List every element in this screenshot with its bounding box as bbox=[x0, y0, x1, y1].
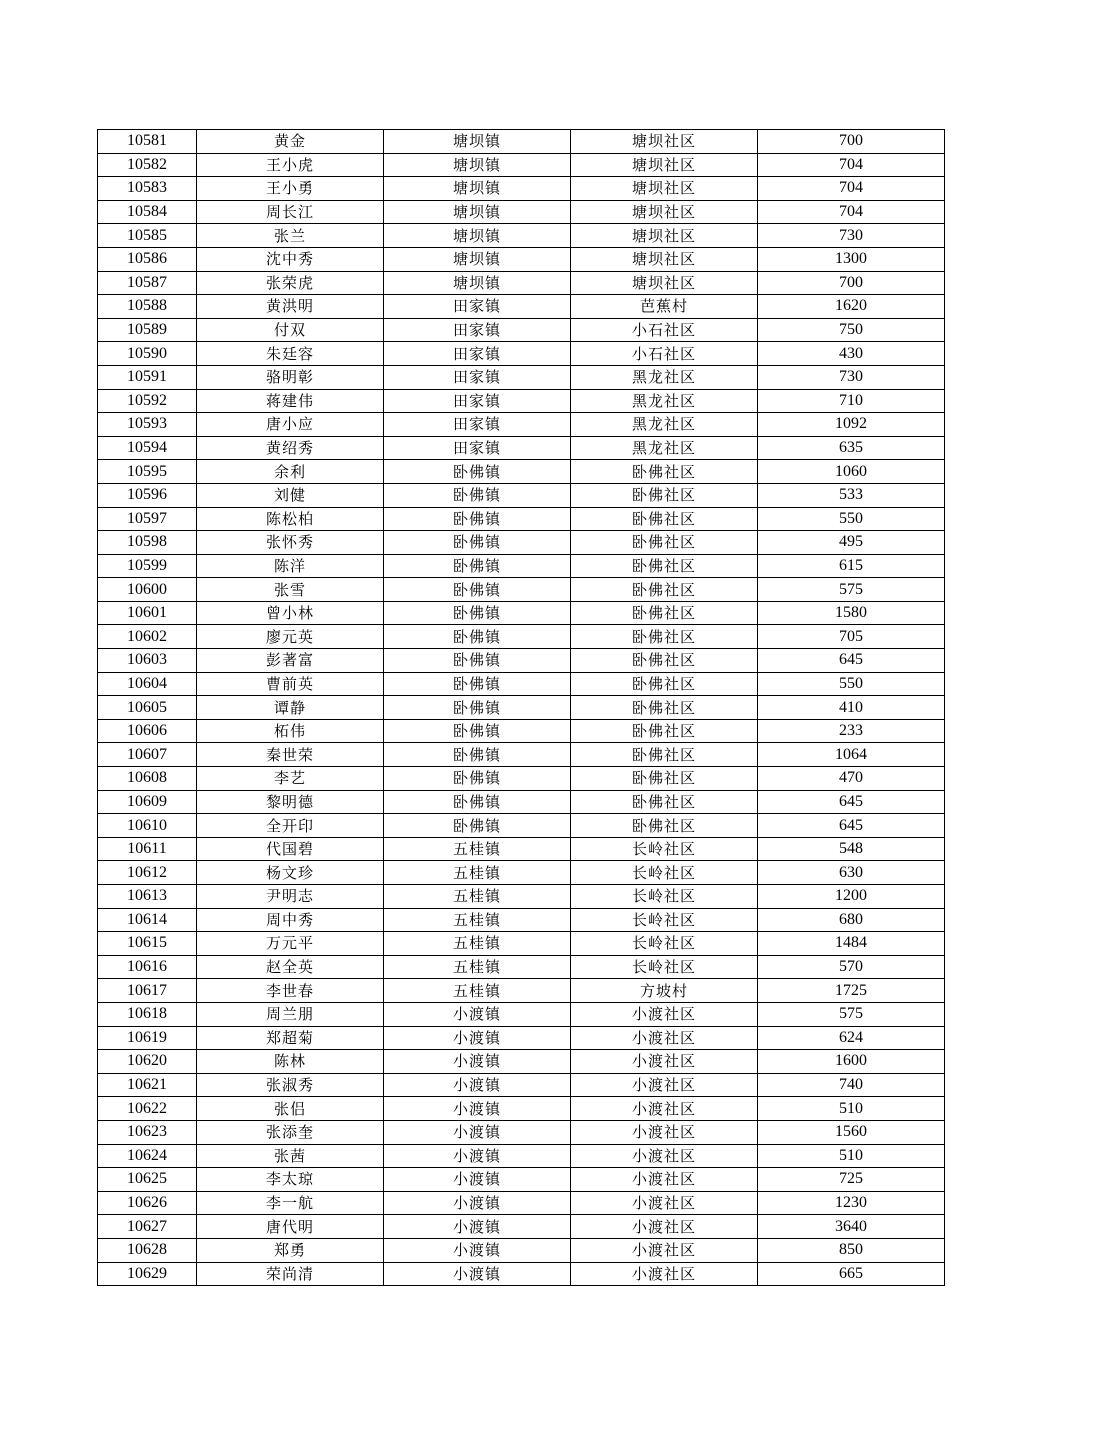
village-cell: 塘坝社区 bbox=[571, 271, 758, 295]
town-cell: 五桂镇 bbox=[384, 955, 571, 979]
record-id-cell: 10604 bbox=[98, 672, 197, 696]
record-id-cell: 10611 bbox=[98, 837, 197, 861]
amount-cell: 510 bbox=[758, 1097, 945, 1121]
town-cell: 小渡镇 bbox=[384, 1026, 571, 1050]
town-cell: 卧佛镇 bbox=[384, 507, 571, 531]
table-row bbox=[98, 1026, 945, 1050]
record-id-cell: 10620 bbox=[98, 1050, 197, 1074]
amount-cell: 740 bbox=[758, 1073, 945, 1097]
record-id-cell: 10623 bbox=[98, 1120, 197, 1144]
town-cell: 田家镇 bbox=[384, 342, 571, 366]
table-row bbox=[98, 625, 945, 649]
village-cell: 芭蕉村 bbox=[571, 295, 758, 319]
record-id-cell: 10626 bbox=[98, 1191, 197, 1215]
village-cell: 卧佛社区 bbox=[571, 719, 758, 743]
village-cell: 卧佛社区 bbox=[571, 814, 758, 838]
town-cell: 卧佛镇 bbox=[384, 743, 571, 767]
village-cell: 小渡社区 bbox=[571, 1191, 758, 1215]
village-cell: 卧佛社区 bbox=[571, 601, 758, 625]
record-id-cell: 10616 bbox=[98, 955, 197, 979]
table-row bbox=[98, 814, 945, 838]
record-id-cell: 10609 bbox=[98, 790, 197, 814]
village-cell: 塘坝社区 bbox=[571, 153, 758, 177]
amount-cell: 850 bbox=[758, 1238, 945, 1262]
table-row bbox=[98, 672, 945, 696]
table-row bbox=[98, 153, 945, 177]
table-row bbox=[98, 271, 945, 295]
village-cell: 长岭社区 bbox=[571, 885, 758, 909]
town-cell: 田家镇 bbox=[384, 413, 571, 437]
town-cell: 田家镇 bbox=[384, 436, 571, 460]
amount-cell: 630 bbox=[758, 861, 945, 885]
person-name-cell: 周中秀 bbox=[197, 908, 384, 932]
village-cell: 长岭社区 bbox=[571, 861, 758, 885]
person-name-cell: 张淑秀 bbox=[197, 1073, 384, 1097]
village-cell: 塘坝社区 bbox=[571, 177, 758, 201]
town-cell: 卧佛镇 bbox=[384, 790, 571, 814]
person-name-cell: 黄金 bbox=[197, 130, 384, 154]
person-name-cell: 张添奎 bbox=[197, 1120, 384, 1144]
record-id-cell: 10610 bbox=[98, 814, 197, 838]
amount-cell: 624 bbox=[758, 1026, 945, 1050]
village-cell: 塘坝社区 bbox=[571, 200, 758, 224]
person-name-cell: 张兰 bbox=[197, 224, 384, 248]
amount-cell: 680 bbox=[758, 908, 945, 932]
amount-cell: 410 bbox=[758, 696, 945, 720]
record-id-cell: 10621 bbox=[98, 1073, 197, 1097]
person-name-cell: 黎明德 bbox=[197, 790, 384, 814]
village-cell: 卧佛社区 bbox=[571, 460, 758, 484]
amount-cell: 730 bbox=[758, 224, 945, 248]
town-cell: 小渡镇 bbox=[384, 1002, 571, 1026]
amount-cell: 575 bbox=[758, 578, 945, 602]
record-id-cell: 10617 bbox=[98, 979, 197, 1003]
record-id-cell: 10619 bbox=[98, 1026, 197, 1050]
table-row bbox=[98, 318, 945, 342]
person-name-cell: 周长江 bbox=[197, 200, 384, 224]
table-row bbox=[98, 554, 945, 578]
record-id-cell: 10606 bbox=[98, 719, 197, 743]
town-cell: 卧佛镇 bbox=[384, 578, 571, 602]
table-row bbox=[98, 1215, 945, 1239]
village-cell: 卧佛社区 bbox=[571, 531, 758, 555]
person-name-cell: 柘伟 bbox=[197, 719, 384, 743]
village-cell: 小渡社区 bbox=[571, 1097, 758, 1121]
person-name-cell: 李世春 bbox=[197, 979, 384, 1003]
record-id-cell: 10581 bbox=[98, 130, 197, 154]
person-name-cell: 李太琼 bbox=[197, 1168, 384, 1192]
record-id-cell: 10629 bbox=[98, 1262, 197, 1286]
record-id-cell: 10588 bbox=[98, 295, 197, 319]
town-cell: 田家镇 bbox=[384, 295, 571, 319]
table-row bbox=[98, 460, 945, 484]
record-id-cell: 10595 bbox=[98, 460, 197, 484]
person-name-cell: 陈松柏 bbox=[197, 507, 384, 531]
town-cell: 卧佛镇 bbox=[384, 696, 571, 720]
table-row bbox=[98, 767, 945, 791]
person-name-cell: 赵全英 bbox=[197, 955, 384, 979]
town-cell: 小渡镇 bbox=[384, 1168, 571, 1192]
table-row bbox=[98, 531, 945, 555]
record-id-cell: 10596 bbox=[98, 483, 197, 507]
table-row bbox=[98, 837, 945, 861]
person-name-cell: 黄绍秀 bbox=[197, 436, 384, 460]
amount-cell: 704 bbox=[758, 177, 945, 201]
village-cell: 卧佛社区 bbox=[571, 507, 758, 531]
amount-cell: 470 bbox=[758, 767, 945, 791]
town-cell: 田家镇 bbox=[384, 318, 571, 342]
amount-cell: 3640 bbox=[758, 1215, 945, 1239]
amount-cell: 730 bbox=[758, 365, 945, 389]
record-id-cell: 10605 bbox=[98, 696, 197, 720]
amount-cell: 635 bbox=[758, 436, 945, 460]
table-row bbox=[98, 979, 945, 1003]
records-table bbox=[97, 129, 945, 1286]
amount-cell: 1230 bbox=[758, 1191, 945, 1215]
record-id-cell: 10593 bbox=[98, 413, 197, 437]
amount-cell: 1064 bbox=[758, 743, 945, 767]
table-row bbox=[98, 932, 945, 956]
person-name-cell: 谭静 bbox=[197, 696, 384, 720]
person-name-cell: 刘健 bbox=[197, 483, 384, 507]
village-cell: 长岭社区 bbox=[571, 837, 758, 861]
amount-cell: 550 bbox=[758, 672, 945, 696]
village-cell: 小渡社区 bbox=[571, 1026, 758, 1050]
village-cell: 小渡社区 bbox=[571, 1073, 758, 1097]
table-row bbox=[98, 1120, 945, 1144]
table-row bbox=[98, 295, 945, 319]
record-id-cell: 10601 bbox=[98, 601, 197, 625]
table-row bbox=[98, 1238, 945, 1262]
record-id-cell: 10624 bbox=[98, 1144, 197, 1168]
table-row bbox=[98, 1050, 945, 1074]
town-cell: 田家镇 bbox=[384, 389, 571, 413]
table-row bbox=[98, 413, 945, 437]
person-name-cell: 曾小林 bbox=[197, 601, 384, 625]
village-cell: 小渡社区 bbox=[571, 1262, 758, 1286]
record-id-cell: 10589 bbox=[98, 318, 197, 342]
table-row bbox=[98, 200, 945, 224]
record-id-cell: 10608 bbox=[98, 767, 197, 791]
person-name-cell: 张侣 bbox=[197, 1097, 384, 1121]
village-cell: 小渡社区 bbox=[571, 1002, 758, 1026]
record-id-cell: 10592 bbox=[98, 389, 197, 413]
table-row bbox=[98, 1097, 945, 1121]
table-row bbox=[98, 649, 945, 673]
town-cell: 塘坝镇 bbox=[384, 200, 571, 224]
person-name-cell: 陈林 bbox=[197, 1050, 384, 1074]
village-cell: 卧佛社区 bbox=[571, 790, 758, 814]
amount-cell: 1484 bbox=[758, 932, 945, 956]
amount-cell: 533 bbox=[758, 483, 945, 507]
village-cell: 卧佛社区 bbox=[571, 554, 758, 578]
village-cell: 小渡社区 bbox=[571, 1144, 758, 1168]
town-cell: 卧佛镇 bbox=[384, 625, 571, 649]
record-id-cell: 10599 bbox=[98, 554, 197, 578]
person-name-cell: 荣尚清 bbox=[197, 1262, 384, 1286]
village-cell: 黑龙社区 bbox=[571, 413, 758, 437]
person-name-cell: 王小勇 bbox=[197, 177, 384, 201]
record-id-cell: 10594 bbox=[98, 436, 197, 460]
person-name-cell: 张雪 bbox=[197, 578, 384, 602]
person-name-cell: 郑勇 bbox=[197, 1238, 384, 1262]
person-name-cell: 周兰朋 bbox=[197, 1002, 384, 1026]
record-id-cell: 10597 bbox=[98, 507, 197, 531]
record-id-cell: 10622 bbox=[98, 1097, 197, 1121]
table-row bbox=[98, 507, 945, 531]
town-cell: 小渡镇 bbox=[384, 1097, 571, 1121]
record-id-cell: 10583 bbox=[98, 177, 197, 201]
person-name-cell: 李一航 bbox=[197, 1191, 384, 1215]
amount-cell: 510 bbox=[758, 1144, 945, 1168]
table-row bbox=[98, 483, 945, 507]
table-row bbox=[98, 247, 945, 271]
table-row bbox=[98, 1073, 945, 1097]
record-id-cell: 10586 bbox=[98, 247, 197, 271]
table-row bbox=[98, 955, 945, 979]
table-row bbox=[98, 743, 945, 767]
amount-cell: 645 bbox=[758, 814, 945, 838]
village-cell: 长岭社区 bbox=[571, 932, 758, 956]
person-name-cell: 陈洋 bbox=[197, 554, 384, 578]
record-id-cell: 10600 bbox=[98, 578, 197, 602]
town-cell: 小渡镇 bbox=[384, 1144, 571, 1168]
table-row bbox=[98, 177, 945, 201]
village-cell: 小渡社区 bbox=[571, 1050, 758, 1074]
amount-cell: 704 bbox=[758, 153, 945, 177]
table-row bbox=[98, 1262, 945, 1286]
town-cell: 小渡镇 bbox=[384, 1215, 571, 1239]
amount-cell: 1620 bbox=[758, 295, 945, 319]
village-cell: 卧佛社区 bbox=[571, 625, 758, 649]
village-cell: 卧佛社区 bbox=[571, 578, 758, 602]
amount-cell: 665 bbox=[758, 1262, 945, 1286]
person-name-cell: 万元平 bbox=[197, 932, 384, 956]
person-name-cell: 骆明彰 bbox=[197, 365, 384, 389]
amount-cell: 700 bbox=[758, 271, 945, 295]
amount-cell: 700 bbox=[758, 130, 945, 154]
person-name-cell: 黄洪明 bbox=[197, 295, 384, 319]
village-cell: 卧佛社区 bbox=[571, 767, 758, 791]
village-cell: 小石社区 bbox=[571, 318, 758, 342]
table-row bbox=[98, 1144, 945, 1168]
town-cell: 卧佛镇 bbox=[384, 719, 571, 743]
village-cell: 小渡社区 bbox=[571, 1168, 758, 1192]
town-cell: 卧佛镇 bbox=[384, 531, 571, 555]
table-row bbox=[98, 578, 945, 602]
person-name-cell: 代国碧 bbox=[197, 837, 384, 861]
amount-cell: 705 bbox=[758, 625, 945, 649]
record-id-cell: 10628 bbox=[98, 1238, 197, 1262]
record-id-cell: 10625 bbox=[98, 1168, 197, 1192]
person-name-cell: 沈中秀 bbox=[197, 247, 384, 271]
amount-cell: 710 bbox=[758, 389, 945, 413]
person-name-cell: 余利 bbox=[197, 460, 384, 484]
table-row bbox=[98, 130, 945, 154]
amount-cell: 575 bbox=[758, 1002, 945, 1026]
amount-cell: 1300 bbox=[758, 247, 945, 271]
person-name-cell: 朱廷容 bbox=[197, 342, 384, 366]
table-row bbox=[98, 342, 945, 366]
record-id-cell: 10615 bbox=[98, 932, 197, 956]
town-cell: 五桂镇 bbox=[384, 861, 571, 885]
town-cell: 卧佛镇 bbox=[384, 814, 571, 838]
town-cell: 卧佛镇 bbox=[384, 554, 571, 578]
village-cell: 小石社区 bbox=[571, 342, 758, 366]
person-name-cell: 付双 bbox=[197, 318, 384, 342]
record-id-cell: 10591 bbox=[98, 365, 197, 389]
town-cell: 塘坝镇 bbox=[384, 153, 571, 177]
person-name-cell: 尹明志 bbox=[197, 885, 384, 909]
amount-cell: 1560 bbox=[758, 1120, 945, 1144]
town-cell: 塘坝镇 bbox=[384, 177, 571, 201]
town-cell: 塘坝镇 bbox=[384, 224, 571, 248]
table-row bbox=[98, 861, 945, 885]
town-cell: 塘坝镇 bbox=[384, 130, 571, 154]
person-name-cell: 张荣虎 bbox=[197, 271, 384, 295]
table-row bbox=[98, 908, 945, 932]
town-cell: 小渡镇 bbox=[384, 1120, 571, 1144]
record-id-cell: 10612 bbox=[98, 861, 197, 885]
amount-cell: 550 bbox=[758, 507, 945, 531]
table-row bbox=[98, 1002, 945, 1026]
amount-cell: 615 bbox=[758, 554, 945, 578]
person-name-cell: 蒋建伟 bbox=[197, 389, 384, 413]
amount-cell: 1060 bbox=[758, 460, 945, 484]
record-id-cell: 10614 bbox=[98, 908, 197, 932]
town-cell: 卧佛镇 bbox=[384, 483, 571, 507]
town-cell: 卧佛镇 bbox=[384, 767, 571, 791]
record-id-cell: 10618 bbox=[98, 1002, 197, 1026]
town-cell: 五桂镇 bbox=[384, 885, 571, 909]
village-cell: 塘坝社区 bbox=[571, 247, 758, 271]
village-cell: 卧佛社区 bbox=[571, 743, 758, 767]
amount-cell: 645 bbox=[758, 790, 945, 814]
table-row bbox=[98, 719, 945, 743]
table-row bbox=[98, 1191, 945, 1215]
record-id-cell: 10602 bbox=[98, 625, 197, 649]
village-cell: 黑龙社区 bbox=[571, 365, 758, 389]
person-name-cell: 唐小应 bbox=[197, 413, 384, 437]
table-row bbox=[98, 365, 945, 389]
town-cell: 卧佛镇 bbox=[384, 649, 571, 673]
amount-cell: 430 bbox=[758, 342, 945, 366]
record-id-cell: 10585 bbox=[98, 224, 197, 248]
village-cell: 长岭社区 bbox=[571, 908, 758, 932]
village-cell: 小渡社区 bbox=[571, 1238, 758, 1262]
record-id-cell: 10607 bbox=[98, 743, 197, 767]
person-name-cell: 王小虎 bbox=[197, 153, 384, 177]
table-row bbox=[98, 1168, 945, 1192]
person-name-cell: 张茜 bbox=[197, 1144, 384, 1168]
record-id-cell: 10584 bbox=[98, 200, 197, 224]
town-cell: 五桂镇 bbox=[384, 837, 571, 861]
table-row bbox=[98, 790, 945, 814]
village-cell: 卧佛社区 bbox=[571, 483, 758, 507]
village-cell: 黑龙社区 bbox=[571, 436, 758, 460]
amount-cell: 570 bbox=[758, 955, 945, 979]
town-cell: 小渡镇 bbox=[384, 1262, 571, 1286]
table-row bbox=[98, 885, 945, 909]
town-cell: 小渡镇 bbox=[384, 1191, 571, 1215]
record-id-cell: 10590 bbox=[98, 342, 197, 366]
record-id-cell: 10582 bbox=[98, 153, 197, 177]
table-row bbox=[98, 696, 945, 720]
village-cell: 小渡社区 bbox=[571, 1215, 758, 1239]
town-cell: 卧佛镇 bbox=[384, 672, 571, 696]
amount-cell: 1725 bbox=[758, 979, 945, 1003]
village-cell: 塘坝社区 bbox=[571, 130, 758, 154]
table-row bbox=[98, 389, 945, 413]
records-table-body bbox=[98, 130, 945, 1286]
village-cell: 小渡社区 bbox=[571, 1120, 758, 1144]
amount-cell: 233 bbox=[758, 719, 945, 743]
person-name-cell: 曹前英 bbox=[197, 672, 384, 696]
amount-cell: 725 bbox=[758, 1168, 945, 1192]
town-cell: 田家镇 bbox=[384, 365, 571, 389]
table-row bbox=[98, 601, 945, 625]
village-cell: 卧佛社区 bbox=[571, 696, 758, 720]
person-name-cell: 张怀秀 bbox=[197, 531, 384, 555]
town-cell: 五桂镇 bbox=[384, 932, 571, 956]
town-cell: 卧佛镇 bbox=[384, 601, 571, 625]
village-cell: 方坡村 bbox=[571, 979, 758, 1003]
town-cell: 小渡镇 bbox=[384, 1073, 571, 1097]
village-cell: 卧佛社区 bbox=[571, 672, 758, 696]
amount-cell: 1200 bbox=[758, 885, 945, 909]
person-name-cell: 郑超菊 bbox=[197, 1026, 384, 1050]
person-name-cell: 李艺 bbox=[197, 767, 384, 791]
village-cell: 黑龙社区 bbox=[571, 389, 758, 413]
person-name-cell: 全开印 bbox=[197, 814, 384, 838]
town-cell: 小渡镇 bbox=[384, 1238, 571, 1262]
town-cell: 塘坝镇 bbox=[384, 271, 571, 295]
amount-cell: 1092 bbox=[758, 413, 945, 437]
village-cell: 塘坝社区 bbox=[571, 224, 758, 248]
person-name-cell: 彭著富 bbox=[197, 649, 384, 673]
person-name-cell: 廖元英 bbox=[197, 625, 384, 649]
town-cell: 五桂镇 bbox=[384, 979, 571, 1003]
person-name-cell: 杨文珍 bbox=[197, 861, 384, 885]
town-cell: 五桂镇 bbox=[384, 908, 571, 932]
record-id-cell: 10598 bbox=[98, 531, 197, 555]
record-id-cell: 10603 bbox=[98, 649, 197, 673]
record-id-cell: 10613 bbox=[98, 885, 197, 909]
town-cell: 塘坝镇 bbox=[384, 247, 571, 271]
person-name-cell: 唐代明 bbox=[197, 1215, 384, 1239]
amount-cell: 548 bbox=[758, 837, 945, 861]
table-row bbox=[98, 224, 945, 248]
record-id-cell: 10627 bbox=[98, 1215, 197, 1239]
amount-cell: 1580 bbox=[758, 601, 945, 625]
town-cell: 小渡镇 bbox=[384, 1050, 571, 1074]
amount-cell: 1600 bbox=[758, 1050, 945, 1074]
amount-cell: 750 bbox=[758, 318, 945, 342]
person-name-cell: 秦世荣 bbox=[197, 743, 384, 767]
record-id-cell: 10587 bbox=[98, 271, 197, 295]
town-cell: 卧佛镇 bbox=[384, 460, 571, 484]
village-cell: 卧佛社区 bbox=[571, 649, 758, 673]
amount-cell: 645 bbox=[758, 649, 945, 673]
table-row bbox=[98, 436, 945, 460]
amount-cell: 495 bbox=[758, 531, 945, 555]
village-cell: 长岭社区 bbox=[571, 955, 758, 979]
amount-cell: 704 bbox=[758, 200, 945, 224]
